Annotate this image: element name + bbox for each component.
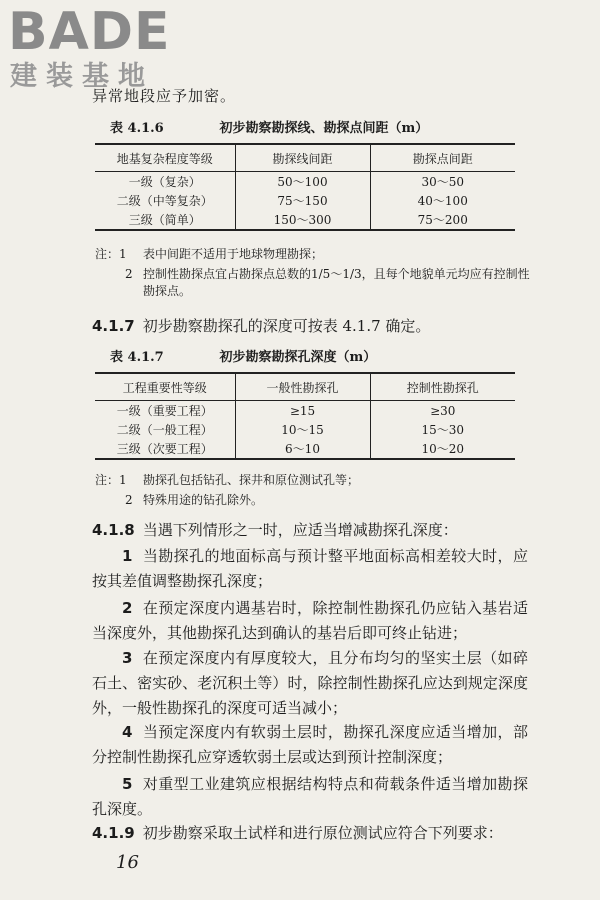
- table-cell: ≥15: [235, 401, 370, 421]
- table-cell: 150～300: [235, 210, 370, 230]
- page-number: 16: [116, 852, 139, 873]
- continuation-line: 异常地段应予加密。: [92, 87, 237, 105]
- table-cell: 75～200: [370, 210, 515, 230]
- column-header: 控制性勘探孔: [370, 373, 515, 401]
- column-header: 工程重要性等级: [95, 373, 235, 401]
- item-number: 4: [122, 723, 133, 741]
- note-label: 注：1: [95, 247, 127, 261]
- table-cell: 30～50: [370, 172, 515, 192]
- table-cell: 二级（一般工程）: [116, 423, 213, 437]
- column-header: 勘探线间距: [235, 144, 370, 172]
- table-number: 表 4.1.7: [110, 350, 164, 365]
- clause-417: [92, 316, 430, 336]
- table-cell: 一级（复杂）: [128, 175, 201, 189]
- clause-text: 初步勘察勘探孔的深度可按表 4.1.7 确定。: [142, 317, 431, 335]
- table-cell: 50～100: [235, 172, 370, 192]
- table-row: [95, 191, 515, 210]
- note-label: 2: [125, 267, 133, 281]
- clause-419: [92, 823, 503, 843]
- note-text: 勘探孔包括钻孔、探井和原位测试孔等；: [143, 473, 360, 487]
- list-item: [92, 720, 528, 770]
- table-cell: 10～20: [370, 439, 515, 459]
- clause-number: 4.1.7: [92, 317, 135, 335]
- table-title: 初步勘察勘探线、勘探点间距（m）: [219, 121, 429, 136]
- table-row: [95, 420, 515, 439]
- table-417-caption: [110, 349, 376, 367]
- item-number: 1: [122, 547, 133, 565]
- note-text: 表中间距不适用于地球物理勘探；: [143, 247, 324, 261]
- column-header: 勘探点间距: [370, 144, 515, 172]
- clause-text: 当遇下列情形之一时，应适当增减勘探孔深度：: [142, 521, 458, 539]
- table-cell: 40～100: [370, 191, 515, 210]
- table-cell: 6～10: [235, 439, 370, 459]
- item-number: 3: [122, 649, 133, 667]
- table-cell: 三级（次要工程）: [116, 442, 213, 456]
- column-header: 一般性勘探孔: [235, 373, 370, 401]
- logo-wordmark: BADE: [8, 2, 171, 62]
- table-header-row: [95, 144, 515, 172]
- table-title: 初步勘察勘探孔深度（m）: [219, 350, 377, 365]
- list-item: [92, 544, 528, 594]
- item-text: 在预定深度内有厚度较大，且分布均匀的坚实土层（如碎石土、密实砂、老沉积土等）时，除控制性勘探孔应达到规定深度外，一般性勘探孔的深度可适当减小；: [92, 649, 528, 717]
- item-text: 在预定深度内遇基岩时，除控制性勘探孔仍应钻入基岩适当深度外，其他勘探孔达到确认的基岩后即可终止钻进；: [92, 599, 528, 642]
- table-416-caption: [110, 120, 428, 138]
- list-item: [92, 772, 528, 822]
- table-number: 表 4.1.6: [110, 121, 164, 136]
- note-text: 特殊用途的钻孔除外。: [143, 493, 264, 507]
- column-header: 地基复杂程度等级: [95, 144, 235, 172]
- table-cell: 三级（简单）: [128, 213, 201, 227]
- note-text: 控制性勘探点宜占勘探点总数的1/5～1/3，且每个地貌单元均应有控制性勘探点。: [143, 267, 530, 298]
- clause-number: 4.1.8: [92, 521, 135, 539]
- table-row: [95, 439, 515, 459]
- table-cell: ≥30: [370, 401, 515, 421]
- table-416: [95, 143, 515, 231]
- clause-418: [92, 520, 458, 540]
- clause-text: 初步勘察采取土试样和进行原位测试应符合下列要求：: [142, 824, 503, 842]
- item-number: 5: [122, 775, 133, 793]
- table-cell: 10～15: [235, 420, 370, 439]
- item-text: 当预定深度内有软弱土层时，勘探孔深度应适当增加，部分控制性勘探孔应穿透软弱土层或达到预计控制深度；: [92, 723, 528, 766]
- table-cell: 75～150: [235, 191, 370, 210]
- table-row: [95, 172, 515, 192]
- table-cell: 15～30: [370, 420, 515, 439]
- list-item: [92, 646, 528, 721]
- logo-subtitle: 建装基地: [10, 61, 154, 92]
- table-cell: 二级（中等复杂）: [116, 194, 213, 208]
- table-row: [95, 401, 515, 421]
- note-label: 注：1: [95, 473, 127, 487]
- item-text: 对重型工业建筑应根据结构特点和荷载条件适当增加勘探孔深度。: [92, 775, 528, 818]
- clause-number: 4.1.9: [92, 824, 135, 842]
- table-header-row: [95, 373, 515, 401]
- note-label: 2: [125, 493, 133, 507]
- list-item: [92, 596, 528, 646]
- table-cell: 一级（重要工程）: [116, 404, 213, 418]
- item-number: 2: [122, 599, 133, 617]
- item-text: 当勘探孔的地面标高与预计整平地面标高相差较大时，应按其差值调整勘探孔深度；: [92, 547, 528, 590]
- table-row: [95, 210, 515, 230]
- table-417: [95, 372, 515, 460]
